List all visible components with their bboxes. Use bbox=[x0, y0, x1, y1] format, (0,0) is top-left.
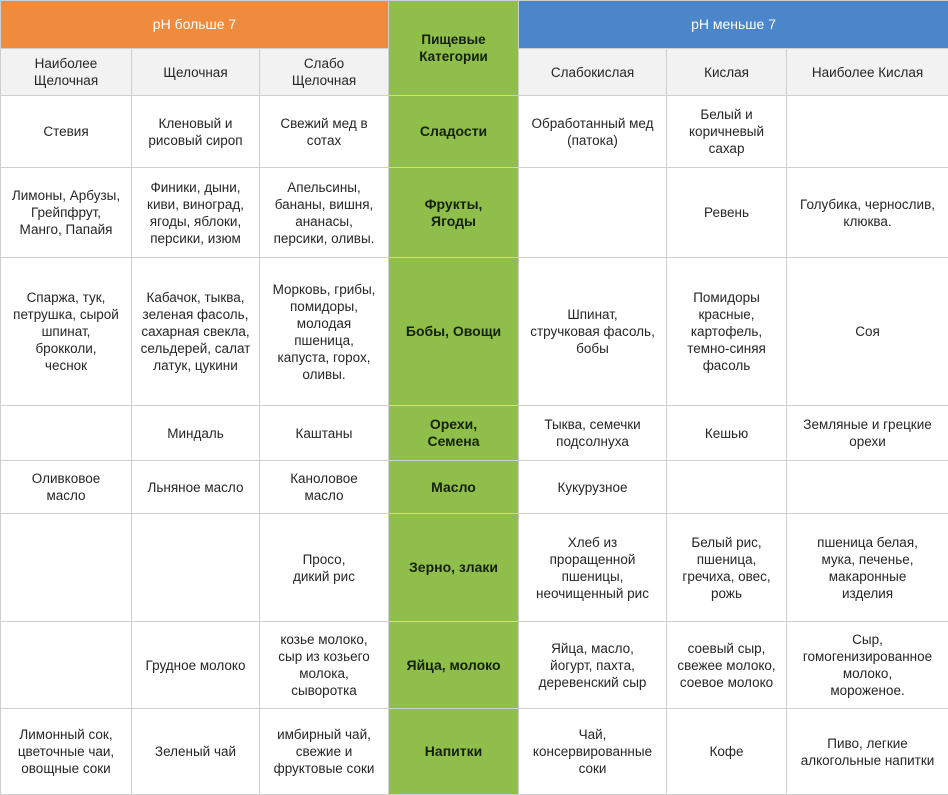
cell-acidic: соевый сыр, свежее молоко, соевое молоко bbox=[667, 622, 787, 709]
table-row bbox=[1, 622, 948, 709]
cell-category: Сладости bbox=[389, 96, 519, 168]
table-row bbox=[1, 406, 948, 461]
cell-slightly-alkaline: козье молоко, сыр из козьего молока, сыворотка bbox=[260, 622, 389, 709]
cell-slightly-alkaline: Морковь, грибы, помидоры, молодая пшеница, капуста, горох, оливы. bbox=[260, 258, 389, 406]
cell-slightly-alkaline: Свежий мед в сотах bbox=[260, 96, 389, 168]
cell-most-alkaline: Спаржа, тук, петрушка, сырой шпинат, брокколи, чеснок bbox=[1, 258, 132, 406]
cell-most-alkaline: Лимоны, Арбузы, Грейпфрут, Манго, Папайя bbox=[1, 168, 132, 258]
cell-most-alkaline bbox=[1, 514, 132, 622]
cell-most-acidic: Земляные и грецкие орехи bbox=[787, 406, 948, 461]
cell-slightly-acidic: Обработанный мед (патока) bbox=[519, 96, 667, 168]
table-row bbox=[1, 514, 948, 622]
cell-acidic: Кофе bbox=[667, 709, 787, 795]
cell-acidic bbox=[667, 461, 787, 514]
cell-slightly-acidic: Яйца, масло, йогурт, пахта, деревенский сыр bbox=[519, 622, 667, 709]
cell-category: Яйца, молоко bbox=[389, 622, 519, 709]
alkaline-banner: pH больше 7 bbox=[1, 1, 389, 49]
cell-alkaline bbox=[132, 514, 260, 622]
table-row bbox=[1, 96, 948, 168]
cell-most-acidic bbox=[787, 96, 948, 168]
cell-alkaline: Финики, дыни, киви, виноград, ягоды, яблоки, персики, изюм bbox=[132, 168, 260, 258]
cell-acidic: Белый и коричневый сахар bbox=[667, 96, 787, 168]
cell-slightly-alkaline: имбирный чай, свежие и фруктовые соки bbox=[260, 709, 389, 795]
cell-alkaline: Льняное масло bbox=[132, 461, 260, 514]
cell-slightly-alkaline: Просо, дикий рис bbox=[260, 514, 389, 622]
table-row bbox=[1, 168, 948, 258]
cell-most-acidic bbox=[787, 461, 948, 514]
cell-category: Зерно, злаки bbox=[389, 514, 519, 622]
cell-acidic: Кешью bbox=[667, 406, 787, 461]
cell-most-acidic: пшеница белая, мука, печенье, макаронные изделия bbox=[787, 514, 948, 622]
cell-acidic: Помидоры красные, картофель, темно-синяя фасоль bbox=[667, 258, 787, 406]
cell-alkaline: Кленовый и рисовый сироп bbox=[132, 96, 260, 168]
cell-most-acidic: Сыр, гомогенизированное молоко, мороженое. bbox=[787, 622, 948, 709]
col-slightly-acidic: Слабокислая bbox=[519, 49, 667, 96]
cell-slightly-alkaline: Апельсины, бананы, вишня, ананасы, персики, оливы. bbox=[260, 168, 389, 258]
cell-category: Орехи, Семена bbox=[389, 406, 519, 461]
col-most-acidic: Наиболее Кислая bbox=[787, 49, 948, 96]
cell-category: Масло bbox=[389, 461, 519, 514]
cell-slightly-acidic: Кукурузное bbox=[519, 461, 667, 514]
cell-most-alkaline: Стевия bbox=[1, 96, 132, 168]
cell-alkaline: Кабачок, тыква, зеленая фасоль, сахарная свекла, сельдерей, салат латук, цукини bbox=[132, 258, 260, 406]
col-slightly-alkaline: Слабо Щелочная bbox=[260, 49, 389, 96]
cell-most-acidic: Пиво, легкие алкогольные напитки bbox=[787, 709, 948, 795]
cell-alkaline: Зеленый чай bbox=[132, 709, 260, 795]
table-row bbox=[1, 709, 948, 795]
col-acidic: Кислая bbox=[667, 49, 787, 96]
acidic-banner: pH меньше 7 bbox=[519, 1, 948, 49]
cell-most-alkaline: Оливковое масло bbox=[1, 461, 132, 514]
cell-alkaline: Миндаль bbox=[132, 406, 260, 461]
cell-slightly-acidic: Шпинат, стручковая фасоль, бобы bbox=[519, 258, 667, 406]
cell-slightly-acidic: Чай, консервированные соки bbox=[519, 709, 667, 795]
cell-category: Бобы, Овощи bbox=[389, 258, 519, 406]
cell-slightly-acidic: Тыква, семечки подсолнуха bbox=[519, 406, 667, 461]
cell-slightly-alkaline: Каноловое масло bbox=[260, 461, 389, 514]
col-alkaline: Щелочная bbox=[132, 49, 260, 96]
cell-most-alkaline bbox=[1, 406, 132, 461]
cell-slightly-acidic bbox=[519, 168, 667, 258]
cell-acidic: Ревень bbox=[667, 168, 787, 258]
cell-category: Напитки bbox=[389, 709, 519, 795]
cell-most-acidic: Соя bbox=[787, 258, 948, 406]
cell-slightly-alkaline: Каштаны bbox=[260, 406, 389, 461]
table-row bbox=[1, 258, 948, 406]
cell-most-alkaline bbox=[1, 622, 132, 709]
table-row bbox=[1, 461, 948, 514]
cell-most-alkaline: Лимонный сок, цветочные чаи, овощные соки bbox=[1, 709, 132, 795]
col-most-alkaline: Наиболее Щелочная bbox=[1, 49, 132, 96]
cell-alkaline: Грудное молоко bbox=[132, 622, 260, 709]
category-header: Пищевые Категории bbox=[389, 1, 519, 96]
cell-category: Фрукты, Ягоды bbox=[389, 168, 519, 258]
cell-most-acidic: Голубика, чернослив, клюква. bbox=[787, 168, 948, 258]
cell-slightly-acidic: Хлеб из проращенной пшеницы, неочищенный рис bbox=[519, 514, 667, 622]
cell-acidic: Белый рис, пшеница, гречиха, овес, рожь bbox=[667, 514, 787, 622]
